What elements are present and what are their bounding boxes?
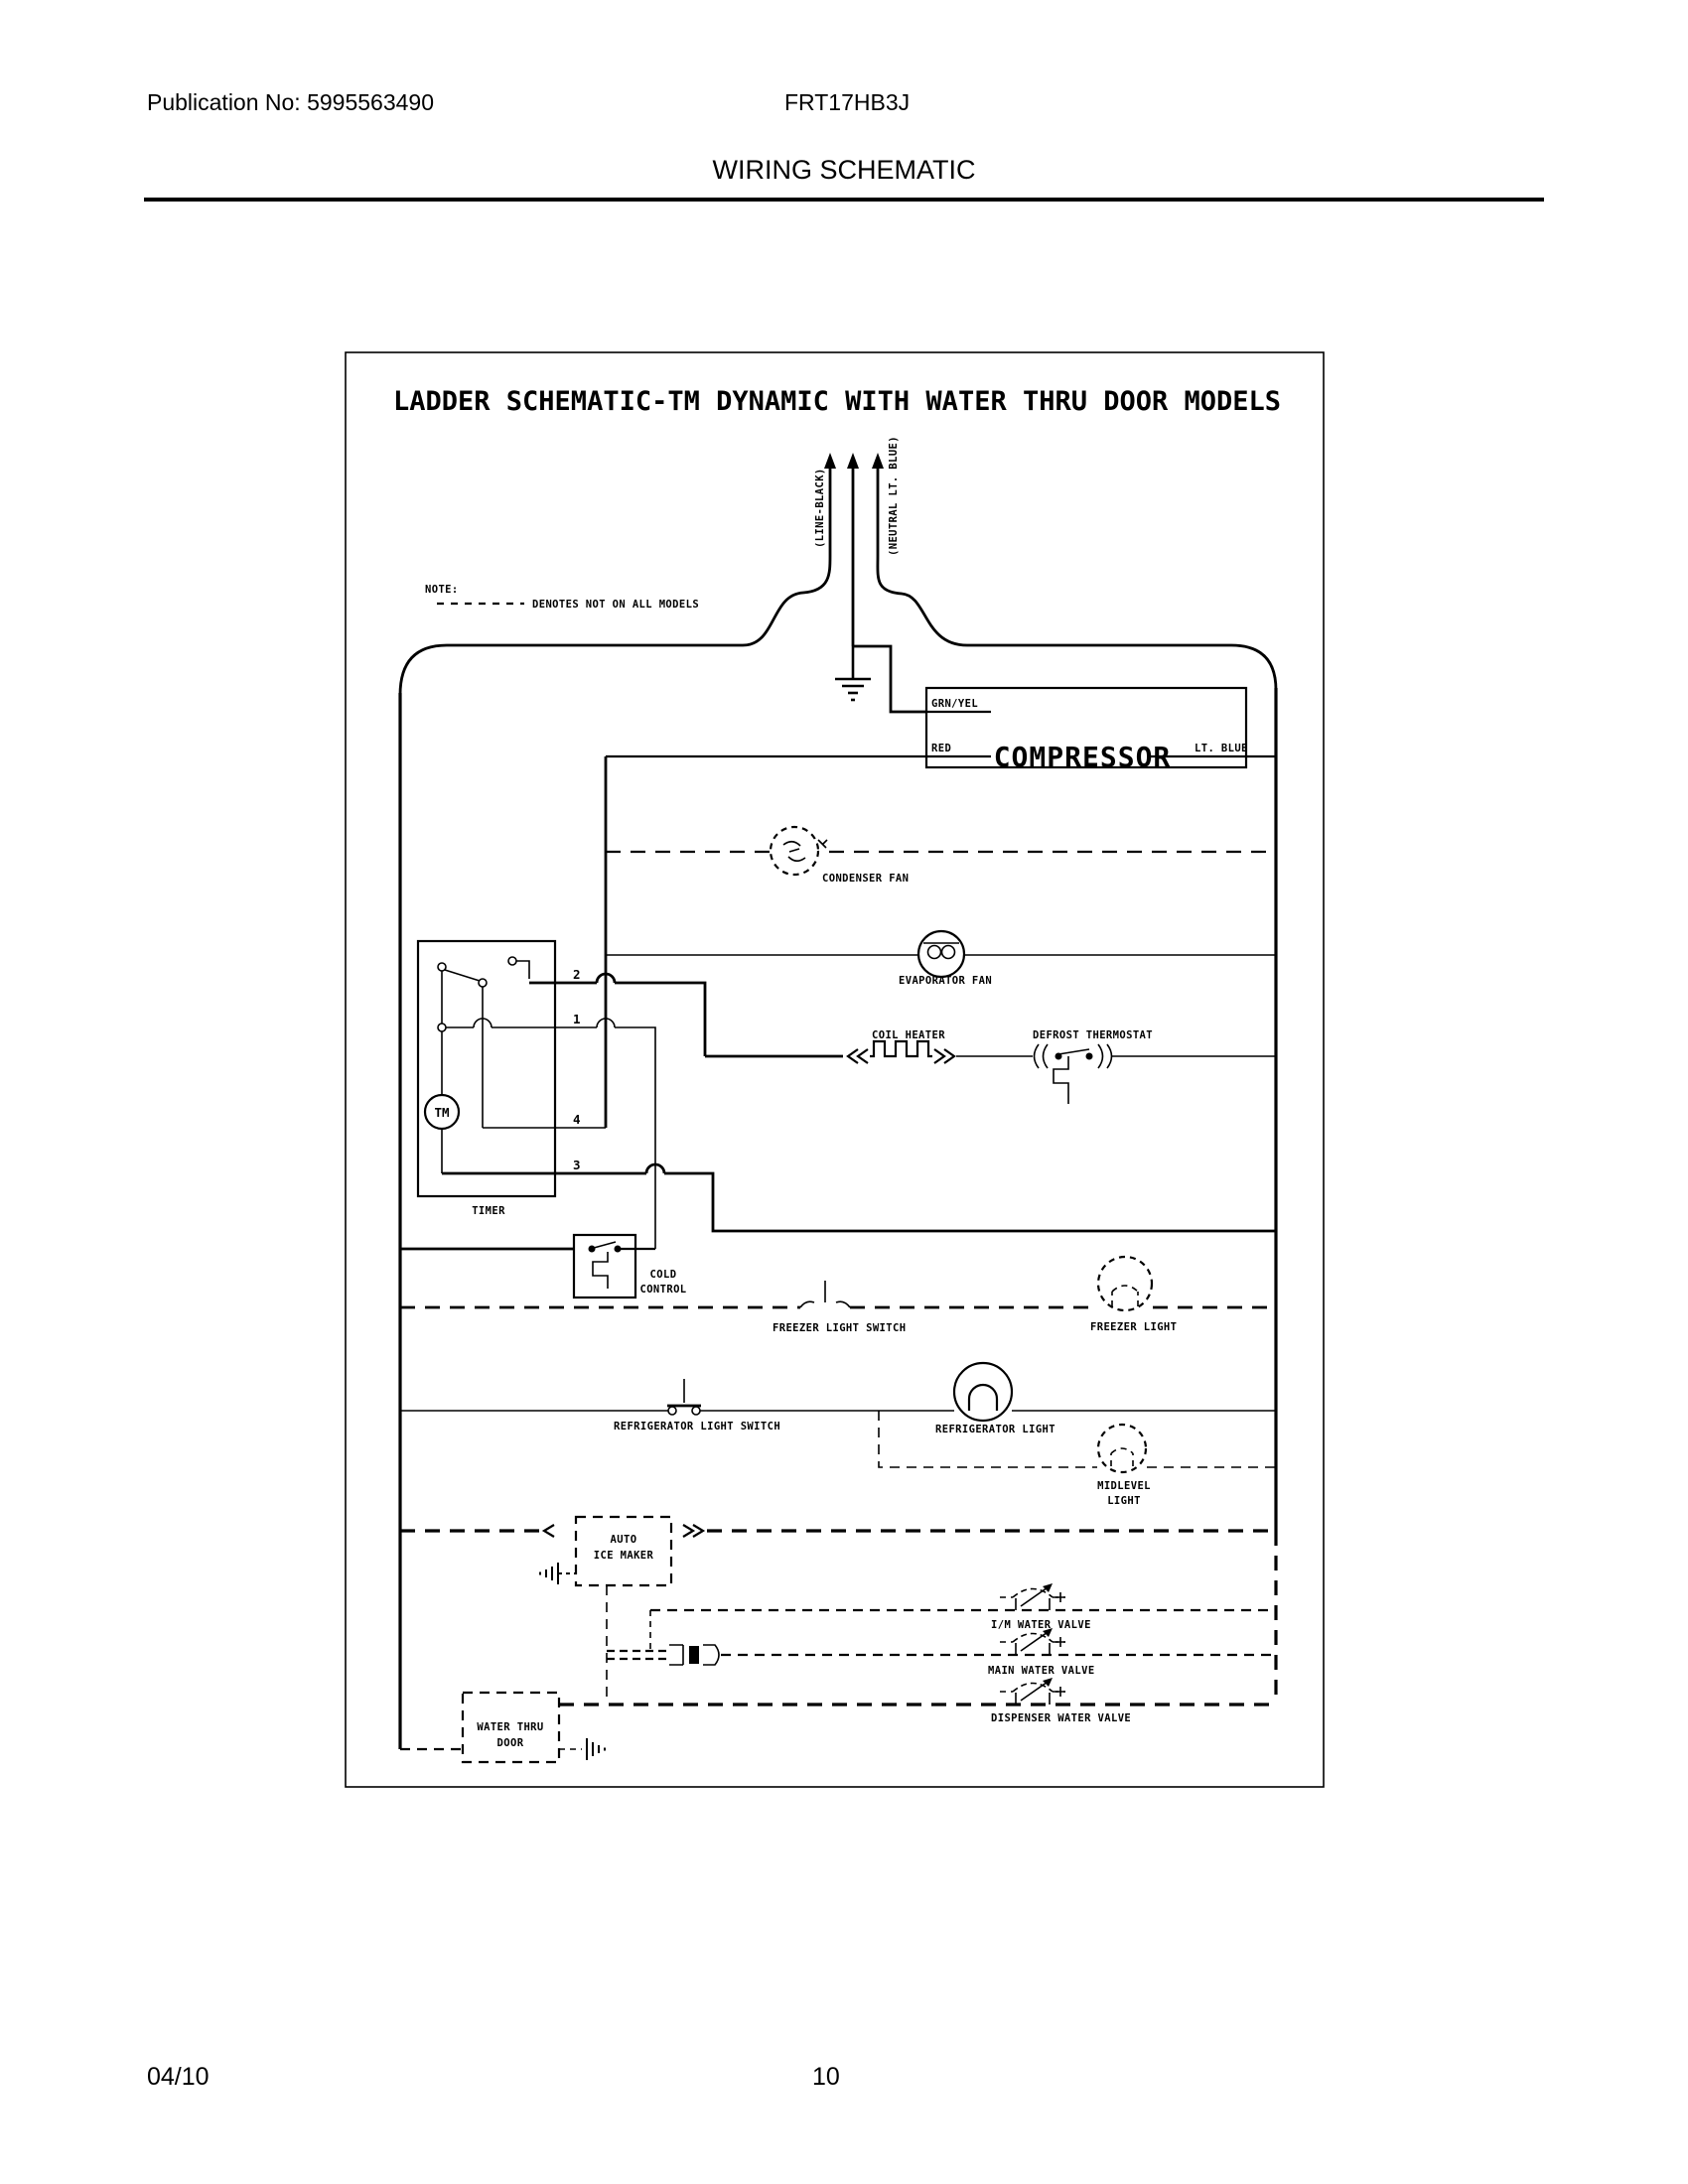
freezer-light-switch-icon bbox=[800, 1281, 850, 1307]
freezer-light-icon bbox=[1098, 1257, 1152, 1310]
evaporator-fan-label: EVAPORATOR FAN bbox=[899, 975, 993, 987]
contact bbox=[615, 1246, 622, 1253]
condenser-fan-label: CONDENSER FAN bbox=[822, 873, 910, 885]
water-thru-door-label-2: DOOR bbox=[496, 1737, 524, 1749]
timer-contact bbox=[508, 957, 516, 965]
schematic-title: LADDER SCHEMATIC-TM DYNAMIC WITH WATER THRU DOOR MODELS bbox=[393, 386, 1282, 417]
contact bbox=[589, 1246, 596, 1253]
freezer-light-switch-label: FREEZER LIGHT SWITCH bbox=[773, 1322, 907, 1334]
cold-control-label-1: COLD bbox=[649, 1269, 677, 1281]
plug-icon bbox=[669, 1645, 683, 1665]
terminal1-label: 1 bbox=[573, 1012, 581, 1026]
compressor-label: COMPRESSOR bbox=[993, 741, 1172, 773]
terminal4-label: 4 bbox=[573, 1112, 581, 1127]
main-water-valve-circuit bbox=[721, 1628, 1276, 1677]
twin-leads bbox=[607, 1651, 667, 1659]
fan-tick bbox=[818, 840, 827, 848]
neutral-lt-blue-label: (NEUTRAL LT. BLUE) bbox=[888, 436, 900, 556]
dispenser-water-valve-circuit bbox=[559, 1678, 1276, 1724]
arrow-up-icon bbox=[872, 453, 884, 469]
timer-label: TIMER bbox=[472, 1205, 505, 1217]
auto-ice-maker-label-2: ICE MAKER bbox=[593, 1550, 654, 1562]
harness-connector bbox=[607, 1610, 719, 1665]
coil-heater-icon bbox=[870, 1041, 932, 1056]
auto-ice-maker-label-1: AUTO bbox=[610, 1534, 637, 1546]
refrigerator-light-icon bbox=[954, 1363, 1012, 1421]
refrigerator-light-label: REFRIGERATOR LIGHT bbox=[935, 1424, 1055, 1435]
coil-heater-label: COIL HEATER bbox=[872, 1029, 945, 1041]
timer-contact bbox=[479, 979, 487, 987]
line-black-label: (LINE-BLACK) bbox=[814, 468, 826, 548]
cold-control-label-2: CONTROL bbox=[639, 1284, 687, 1296]
im-water-valve-icon bbox=[1000, 1583, 1065, 1610]
footer-date: 04/10 bbox=[147, 2063, 210, 2091]
plug-body bbox=[689, 1646, 699, 1664]
page-title: WIRING SCHEMATIC bbox=[712, 155, 976, 185]
cold-control bbox=[400, 1235, 687, 1297]
terminal2-label: 2 bbox=[573, 967, 581, 982]
model-number: FRT17HB3J bbox=[784, 89, 911, 115]
im-water-valve-label: I/M WATER VALVE bbox=[991, 1619, 1091, 1631]
contact bbox=[668, 1407, 676, 1415]
im-water-valve-circuit bbox=[650, 1583, 1276, 1631]
timer-box bbox=[418, 941, 555, 1196]
midlevel-light-label-2: LIGHT bbox=[1107, 1495, 1141, 1507]
freezer-light-label: FREEZER LIGHT bbox=[1090, 1321, 1178, 1333]
midlevel-light-label-1: MIDLEVEL bbox=[1097, 1480, 1151, 1492]
note-heading: NOTE: bbox=[425, 584, 459, 596]
connector-arrow-icon bbox=[544, 1525, 554, 1537]
refrigerator-light-circuit bbox=[400, 1363, 1276, 1435]
defrost-thermostat-icon bbox=[1035, 1044, 1112, 1104]
red-label: RED bbox=[931, 743, 952, 754]
freezer-light-circuit bbox=[400, 1257, 1276, 1334]
ground-icon bbox=[587, 1738, 605, 1760]
contact bbox=[692, 1407, 700, 1415]
refrigerator-light-switch-label: REFRIGERATOR LIGHT SWITCH bbox=[614, 1421, 781, 1433]
socket-icon bbox=[703, 1645, 719, 1665]
connector-arrows-icon bbox=[683, 1525, 703, 1537]
water-thru-door-label-1: WATER THRU bbox=[477, 1721, 544, 1733]
timer-contact bbox=[438, 1024, 446, 1031]
grn-yel-label: GRN/YEL bbox=[931, 698, 979, 710]
defrost-thermostat-label: DEFROST THERMOSTAT bbox=[1033, 1029, 1153, 1041]
timer bbox=[418, 941, 1276, 1249]
dispenser-water-valve-label: DISPENSER WATER VALVE bbox=[991, 1712, 1132, 1724]
defrost-circuit bbox=[705, 1029, 1276, 1104]
ground-icon bbox=[835, 646, 871, 700]
connector-arrows-left-icon bbox=[848, 1049, 868, 1063]
main-water-valve-label: MAIN WATER VALVE bbox=[988, 1665, 1095, 1677]
dispenser-water-valve-icon bbox=[1000, 1678, 1065, 1705]
main-water-valve-icon bbox=[1000, 1628, 1065, 1655]
compressor bbox=[606, 688, 1276, 773]
timer-motor-label: TM bbox=[434, 1105, 450, 1120]
connector-arrows-right-icon bbox=[934, 1049, 954, 1063]
lt-blue-label: LT. BLUE bbox=[1195, 743, 1248, 754]
evaporator-fan bbox=[606, 931, 1276, 987]
terminal3-label: 3 bbox=[573, 1158, 581, 1172]
note-legend bbox=[425, 584, 699, 611]
line-conductor bbox=[400, 467, 830, 695]
power-entry bbox=[400, 436, 1276, 712]
timer-contact bbox=[438, 963, 446, 971]
arrow-up-icon bbox=[847, 453, 859, 469]
arrow-up-icon bbox=[824, 453, 836, 469]
condenser-fan bbox=[606, 827, 1276, 885]
ground-icon bbox=[540, 1563, 576, 1584]
terminal3-wire bbox=[442, 1173, 1276, 1231]
publication-number: Publication No: 5995563490 bbox=[147, 89, 435, 115]
footer-page-number: 10 bbox=[812, 2063, 840, 2091]
note-text: DENOTES NOT ON ALL MODELS bbox=[532, 599, 700, 611]
water-thru-door bbox=[400, 1693, 605, 1762]
neutral-conductor bbox=[878, 467, 1276, 690]
